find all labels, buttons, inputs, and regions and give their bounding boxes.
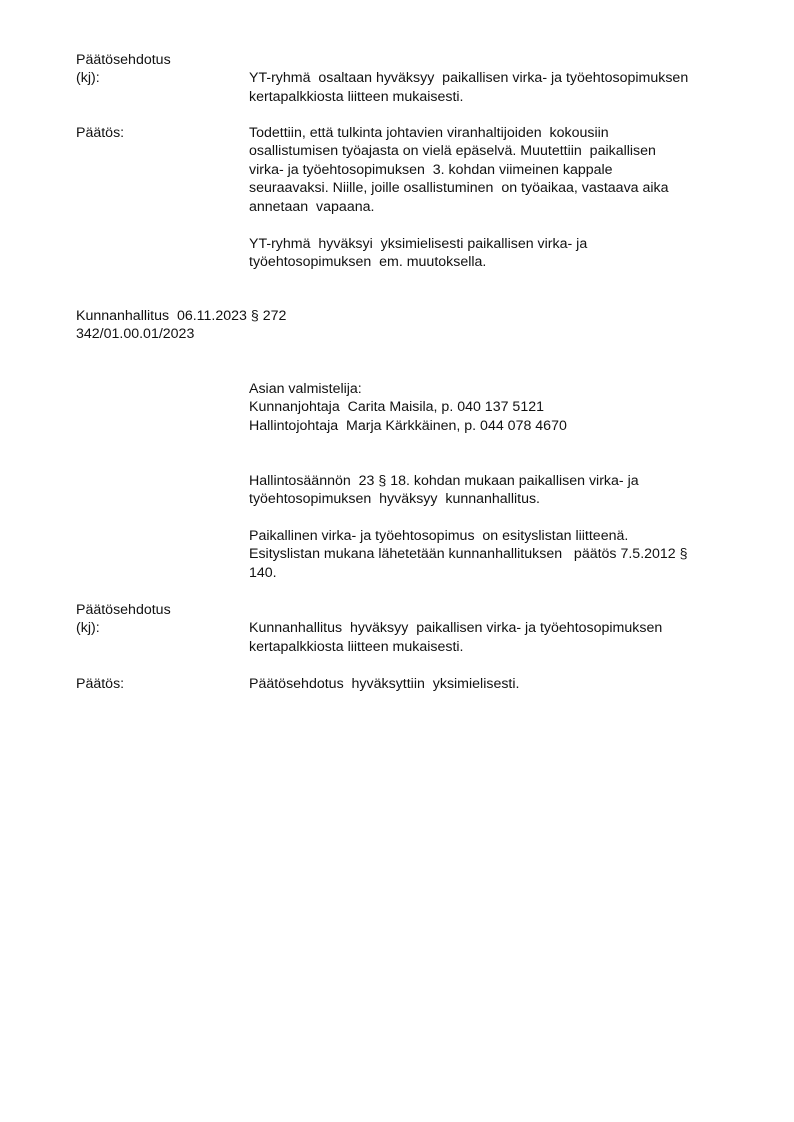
proposal-label: Päätösehdotus — [76, 52, 171, 68]
text-line: kertapalkkiosta liitteen mukaisesti. — [249, 88, 464, 105]
text-line: seuraavaksi. Niille, joille osallistuminen on työaikaa, vastaava aika — [249, 180, 669, 197]
body-paragraph — [249, 527, 749, 582]
body-paragraph — [249, 472, 749, 509]
text-line: Todettiin, että tulkinta johtavien viranhaltijoiden kokousiin — [249, 125, 609, 141]
proposal-label: Päätösehdotus — [76, 602, 171, 618]
text-line: Paikallinen virka- ja työehtosopimus on esityslistan liitteenä. — [249, 528, 629, 544]
proposal-text — [249, 69, 749, 106]
case-number: 342/01.00.01/2023 — [76, 326, 195, 343]
meeting-reference: Kunnanhallitus 06.11.2023 § 272 — [76, 308, 287, 324]
text-line: Hallintojohtaja Marja Kärkkäinen, p. 044 078 4670 — [249, 417, 567, 434]
text-line: 140. — [249, 564, 277, 581]
text-line: Kunnanjohtaja Carita Maisila, p. 040 137 5121 — [249, 399, 544, 416]
text-line: YT-ryhmä osaltaan hyväksyy paikallisen virka- ja työehtosopimuksen — [249, 70, 689, 87]
text-line: työehtosopimuksen hyväksyy kunnanhallitus. — [249, 491, 541, 508]
text-line: virka- ja työehtosopimuksen 3. kohdan viimeinen kappale — [249, 161, 613, 178]
text-line: Asian valmistelija: — [249, 381, 362, 397]
decision-text — [249, 124, 749, 216]
proposal-text — [249, 619, 749, 656]
text-line: Kunnanhallitus hyväksyy paikallisen virka- ja työehtosopimuksen — [249, 620, 663, 637]
text-line: työehtosopimuksen em. muutoksella. — [249, 254, 487, 271]
decision-label: Päätös: — [76, 676, 125, 692]
proposal-label-author: (kj): — [76, 620, 100, 637]
text-line: Hallintosäännön 23 § 18. kohdan mukaan paikallisen virka- ja — [249, 473, 639, 489]
decision-text-continued — [249, 235, 749, 272]
text-line: YT-ryhmä hyväksyi yksimielisesti paikallisen virka- ja — [249, 236, 588, 252]
decision-label: Päätös: — [76, 125, 125, 141]
text-line: Päätösehdotus hyväksyttiin yksimielisesti. — [249, 676, 520, 692]
text-line: annetaan vapaana. — [249, 198, 375, 215]
text-line: osallistumisen työajasta on vielä epäselvä. Muutettiin paikallisen — [249, 143, 656, 160]
text-line: Esityslistan mukana lähetetään kunnanhallituksen päätös 7.5.2012 § — [249, 546, 688, 563]
decision-text — [249, 675, 749, 693]
text-line: kertapalkkiosta liitteen mukaisesti. — [249, 638, 464, 655]
preparer-info — [249, 380, 749, 435]
proposal-label-author: (kj): — [76, 70, 100, 87]
